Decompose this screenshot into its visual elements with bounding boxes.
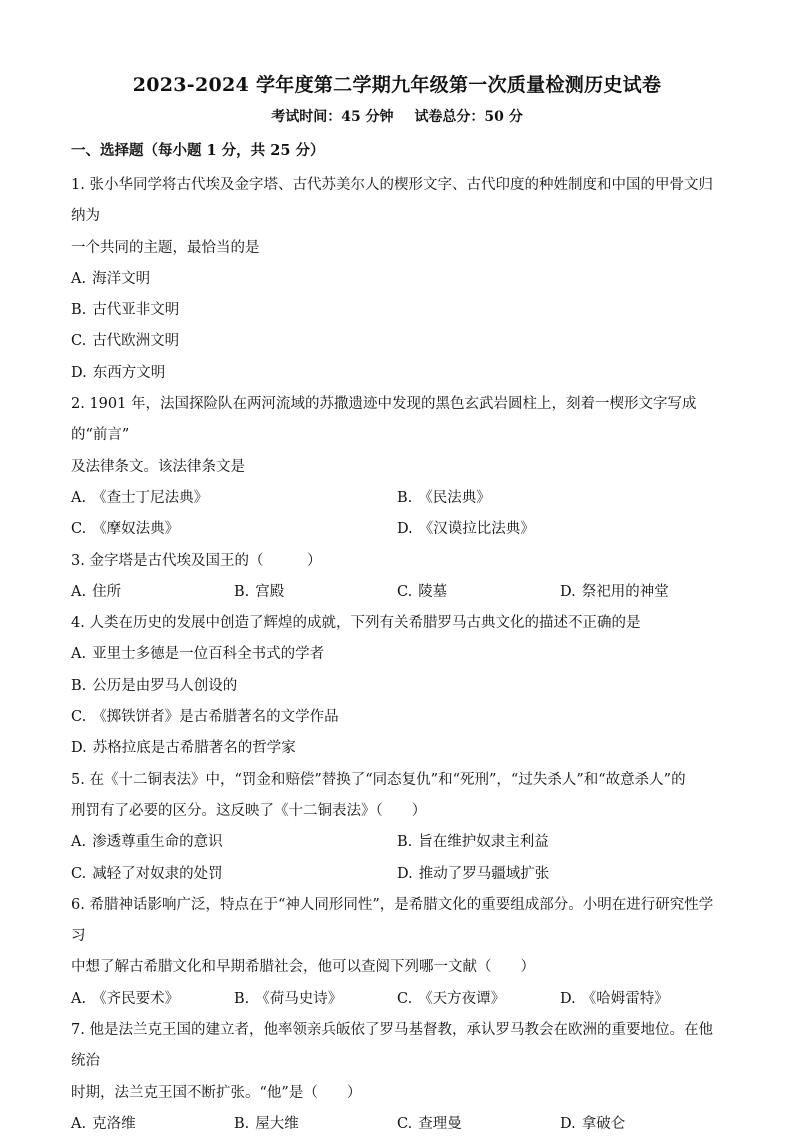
question-stem-line: 及法律条文。该法律条文是 <box>71 458 245 475</box>
option-d[interactable]: D. 拿破仑 <box>560 1115 626 1132</box>
option-c[interactable]: C. 《天方夜谭》 <box>397 990 506 1007</box>
option-c[interactable]: C. 《掷铁饼者》是古希腊著名的文学作品 <box>71 709 339 726</box>
question-2 <box>71 389 723 545</box>
question-1 <box>71 170 723 389</box>
question-stem-line: 4. 人类在历史的发展中创造了辉煌的成就，下列有关希腊罗马古典文化的描述不正确的是 <box>71 615 641 632</box>
option-a[interactable]: A. 克洛维 <box>71 1115 136 1132</box>
option-d[interactable]: D. 祭祀用的神堂 <box>560 583 669 600</box>
question-3 <box>71 546 723 609</box>
exam-time: 考试时间：45 分钟 <box>271 109 394 125</box>
option-b[interactable]: B. 旨在维护奴隶主利益 <box>397 834 549 851</box>
option-d[interactable]: D. 推动了罗马疆域扩张 <box>397 865 550 882</box>
options <box>71 483 723 546</box>
question-list <box>71 170 723 1140</box>
options <box>71 264 723 389</box>
options <box>71 639 723 764</box>
question-stem-line: 刑罚有了必要的区分。这反映了《十二铜表法》（ ） <box>71 802 427 819</box>
question-stem-line: 5. 在《十二铜表法》中，“罚金和赔偿”替换了“同态复仇”和“死刑”，“过失杀人”和“故意杀人”的 <box>71 771 686 788</box>
question-stem-line: 中想了解古希腊文化和早期希腊社会，他可以查阅下列哪一文献（ ） <box>71 959 535 976</box>
options <box>71 984 723 1015</box>
exam-score: 试卷总分：50 分 <box>414 109 523 125</box>
exam-title: 2023-2024 学年度第二学期九年级第一次质量检测历史试卷 <box>132 74 662 96</box>
option-d[interactable]: D. 东西方文明 <box>71 364 166 381</box>
option-d[interactable]: D. 苏格拉底是古希腊著名的哲学家 <box>71 740 296 757</box>
question-4 <box>71 608 723 764</box>
option-c[interactable]: C. 减轻了对奴隶的处罚 <box>71 865 223 882</box>
question-stem-line: 一个共同的主题，最恰当的是 <box>71 239 260 256</box>
question-5 <box>71 765 723 890</box>
option-a[interactable]: A. 海洋文明 <box>71 270 151 287</box>
question-6 <box>71 890 723 1015</box>
option-c[interactable]: C. 查理曼 <box>397 1115 462 1132</box>
exam-info <box>0 106 794 126</box>
option-d[interactable]: D. 《哈姆雷特》 <box>560 990 669 1007</box>
question-stem-line: 时期，法兰克王国不断扩张。“他”是（ ） <box>71 1084 362 1101</box>
option-c[interactable]: C. 古代欧洲文明 <box>71 333 180 350</box>
option-a[interactable]: A. 《查士丁尼法典》 <box>71 489 209 506</box>
option-a[interactable]: A. 渗透尊重生命的意识 <box>71 834 223 851</box>
option-b[interactable]: B. 公历是由罗马人创设的 <box>71 677 238 694</box>
option-a[interactable]: A. 亚里士多德是一位百科全书式的学者 <box>71 646 325 663</box>
question-stem-line: 2. 1901 年，法国探险队在两河流域的苏撒遗迹中发现的黑色玄武岩圆柱上，刻着一楔形文字写成的“前言” <box>71 396 697 444</box>
options <box>71 577 723 608</box>
option-d[interactable]: D. 《汉谟拉比法典》 <box>397 521 535 538</box>
question-7 <box>71 1015 723 1140</box>
option-a[interactable]: A. 《齐民要术》 <box>71 990 180 1007</box>
option-b[interactable]: B. 宫殿 <box>234 583 285 600</box>
option-a[interactable]: A. 住所 <box>71 583 122 600</box>
question-stem-line: 3. 金字塔是古代埃及国王的（ ） <box>71 552 322 569</box>
options <box>71 827 723 890</box>
question-stem-line: 6. 希腊神话影响广泛，特点在于“神人同形同性”，是希腊文化的重要组成部分。小明在进行研究性学习 <box>71 896 714 945</box>
option-b[interactable]: B. 古代亚非文明 <box>71 302 180 319</box>
option-b[interactable]: B. 《民法典》 <box>397 489 491 506</box>
option-c[interactable]: C. 《摩奴法典》 <box>71 521 180 538</box>
options <box>71 1109 723 1140</box>
option-c[interactable]: C. 陵墓 <box>397 583 448 600</box>
question-stem-line: 1. 张小华同学将古代埃及金字塔、古代苏美尔人的楔形文字、古代印度的种姓制度和中国的甲骨文归纳为 <box>71 177 713 225</box>
option-b[interactable]: B. 屋大维 <box>234 1115 299 1132</box>
option-b[interactable]: B. 《荷马史诗》 <box>234 990 343 1007</box>
section-title: 一、选择题（每小题 1 分，共 25 分） <box>71 142 325 159</box>
question-stem-line: 7. 他是法兰克王国的建立者，他率领亲兵皈依了罗马基督教，承认罗马教会在欧洲的重要地位。在他统治 <box>71 1022 713 1070</box>
